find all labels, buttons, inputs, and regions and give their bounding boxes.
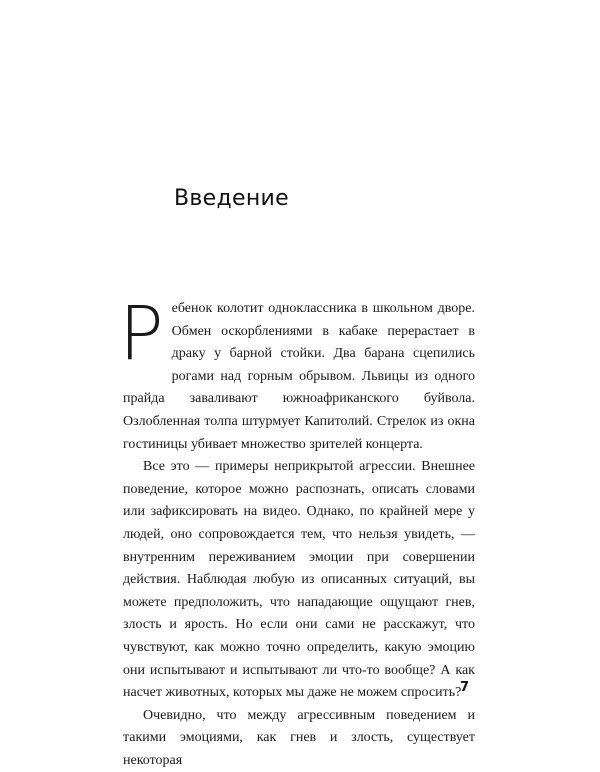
paragraph-1-text: ебенок колотит одноклассника в школьном дворе. Обмен оскорблениями в кабаке перерастает в драку у барной стойки. Два барана сцепились рогами над горным обрывом. Львицы из одного прайда заваливают южноафриканского буйвола. Озлобленная толпа штурмует Капитолий. Стрелок из окна гостиницы убивает множество зрителей концерта. [123,301,475,452]
drop-cap: Р [119,291,164,377]
chapter-title: Введение [174,186,289,211]
paragraph-3: Очевидно, что между агрессивным поведением и такими эмоциями, как гнев и злость, существует некоторая [123,707,475,768]
paragraph-1 [119,291,475,456]
page-number: 7 [460,680,470,695]
paragraph-2: Все это — примеры неприкрытой агрессии. Внешнее поведение, которое можно распознать, описать словами или зафиксировать на видео. Однако, по крайней мере у людей, оно сопровождается тем, что нельзя увидеть, — внутренним переживанием эмоции при совершении действия. Наблюдая любую из описанных ситуаций, вы можете предположить, что нападающие ощущают гнев, злость и ярость. Но если они сами не расскажут, что чувствуют, как можно точно определить, какую эмоцию они испытывают и испытывают ли что-то вообще? А как насчет животных, которых мы даже не можем спросить? [123,459,475,701]
body-text [119,291,475,772]
